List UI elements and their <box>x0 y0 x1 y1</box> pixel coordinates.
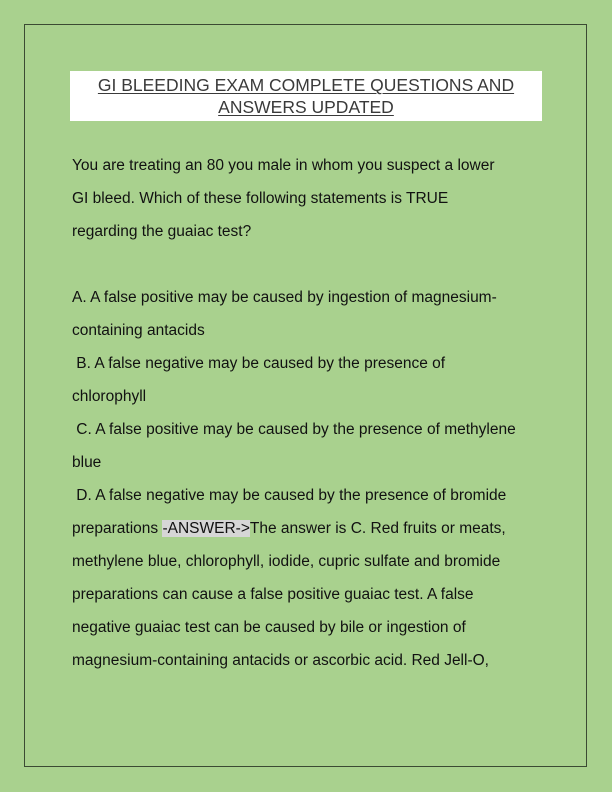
option-a-line: A. A false positive may be caused by ingestion of magnesium- <box>72 289 497 306</box>
answer-line: negative guaiac test can be caused by bile or ingestion of <box>72 619 466 636</box>
option-b-line: B. A false negative may be caused by the presence of <box>72 355 446 372</box>
option-a-line: containing antacids <box>72 322 205 339</box>
answer-text: The answer is C. Red fruits or meats, <box>249 520 506 537</box>
option-c-line: blue <box>72 454 102 471</box>
option-b-line: chlorophyll <box>72 388 147 405</box>
answer-line: preparations can cause a false positive guaiac test. A false <box>72 586 474 603</box>
option-d-line: D. A false negative may be caused by the presence of bromide <box>72 487 507 504</box>
answer-prefix: preparations <box>72 520 163 537</box>
blank-line <box>72 248 552 281</box>
answer-first-line <box>72 512 552 545</box>
answer-line: magnesium-containing antacids or ascorbic acid. Red Jell-O, <box>72 652 489 669</box>
answer-line: methylene blue, chlorophyll, iodide, cupric sulfate and bromide <box>72 553 501 570</box>
question-line: GI bleed. Which of these following statements is TRUE <box>72 190 449 207</box>
option-c-line: C. A false positive may be caused by the presence of methylene <box>72 421 516 438</box>
question-line: regarding the guaiac test? <box>72 223 252 240</box>
title-line-2: ANSWERS UPDATED <box>218 97 394 117</box>
title-line-1: GI BLEEDING EXAM COMPLETE QUESTIONS AND <box>97 75 515 95</box>
question-line: You are treating an 80 you male in whom you suspect a lower <box>72 157 495 174</box>
document-title <box>70 71 542 121</box>
answer-marker: -ANSWER-> <box>162 520 250 537</box>
document-body <box>72 149 552 677</box>
